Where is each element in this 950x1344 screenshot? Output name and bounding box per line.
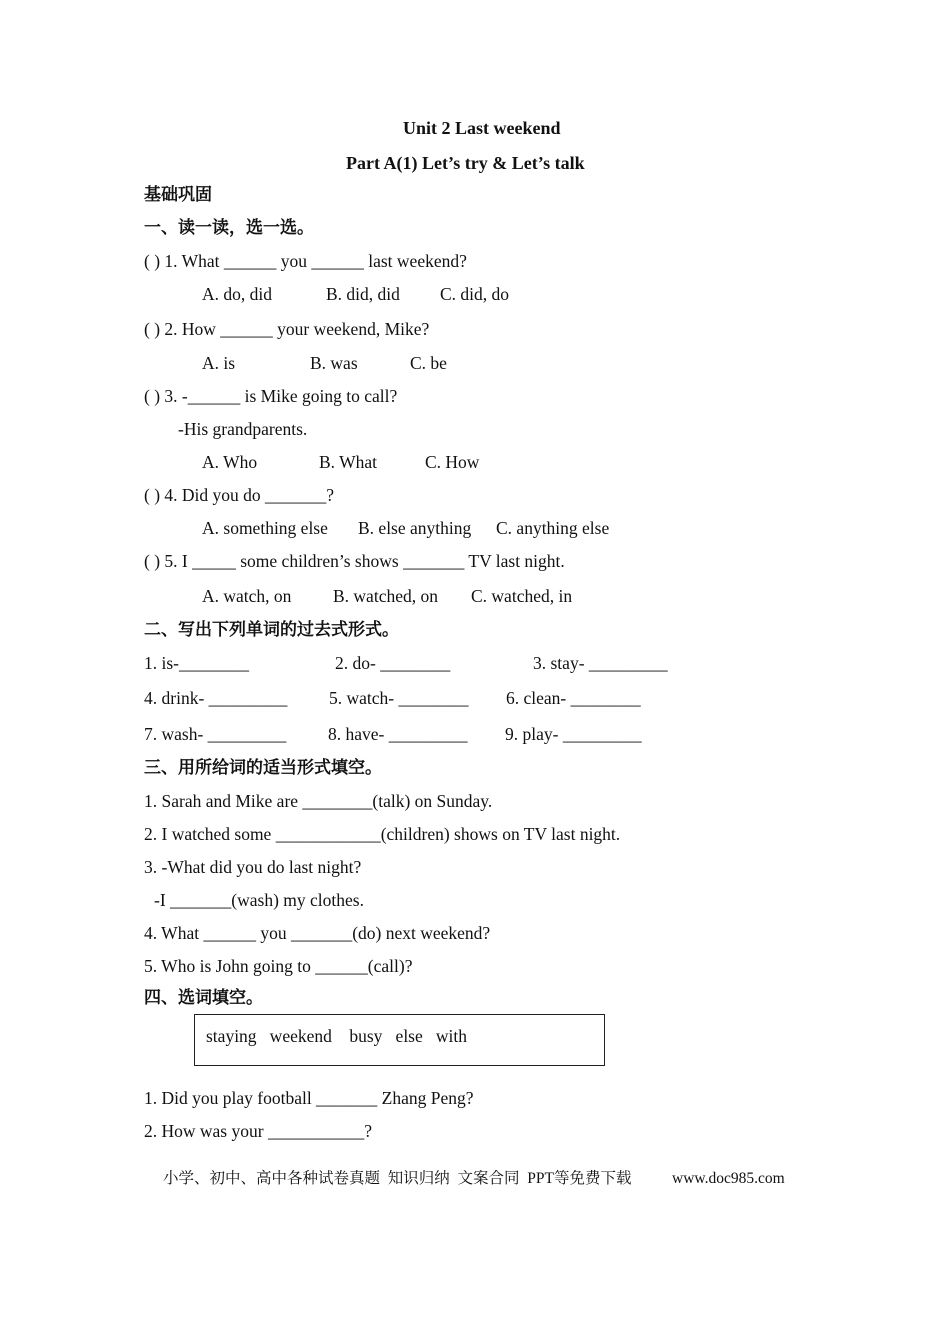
footer-url[interactable]: www.doc985.com xyxy=(672,1170,785,1187)
part-title: Part A(1) Let’s try & Let’s talk xyxy=(346,153,585,173)
question-3-option-c: C. How xyxy=(425,452,480,472)
question-4-option-b: B. else anything xyxy=(358,518,472,538)
past-tense-item-6: 6. clean- ________ xyxy=(506,688,641,708)
fill-line-3-reply: -I _______(wash) my clothes. xyxy=(154,890,364,910)
fill-line-4: 4. What ______ you _______(do) next weekend? xyxy=(144,923,491,943)
question-3-option-b: B. What xyxy=(319,452,378,472)
past-tense-item-7: 7. wash- _________ xyxy=(144,724,287,744)
question-1-option-b: B. did, did xyxy=(326,284,400,304)
question-5-option-b: B. watched, on xyxy=(333,586,438,606)
question-3-stem: ( ) 3. -______ is Mike going to call? xyxy=(144,386,398,406)
footer-text: 小学、初中、高中各种试卷真题 知识归纳 文案合同 PPT等免费下载 xyxy=(163,1170,632,1187)
section-4-heading: 四、选词填空。 xyxy=(144,988,263,1008)
question-4-stem: ( ) 4. Did you do _______? xyxy=(144,485,335,505)
section-2-heading: 二、写出下列单词的过去式形式。 xyxy=(144,620,399,640)
question-5-option-c: C. watched, in xyxy=(471,586,573,606)
section-1-heading: 一、读一读，选一选。 xyxy=(144,218,314,238)
past-tense-item-9: 9. play- _________ xyxy=(505,724,642,744)
question-5-option-a: A. watch, on xyxy=(202,586,292,606)
past-tense-item-4: 4. drink- _________ xyxy=(144,688,288,708)
past-tense-item-1: 1. is-________ xyxy=(144,653,249,673)
question-1-option-c: C. did, do xyxy=(440,284,510,304)
question-4-option-a: A. something else xyxy=(202,518,328,538)
question-3-reply: -His grandparents. xyxy=(178,419,308,439)
question-5-stem: ( ) 5. I _____ some children’s shows _______ TV last night. xyxy=(144,551,565,571)
word-bank: staying weekend busy else with xyxy=(206,1026,467,1046)
question-2-option-c: C. be xyxy=(410,353,447,373)
fill-line-2: 2. I watched some ____________(children) shows on TV last night. xyxy=(144,824,621,844)
question-2-option-a: A. is xyxy=(202,353,236,373)
fill-line-5: 5. Who is John going to ______(call)? xyxy=(144,956,413,976)
question-3-option-a: A. Who xyxy=(202,452,258,472)
question-1-stem: ( ) 1. What ______ you ______ last weekend? xyxy=(144,251,467,271)
section-3-heading: 三、用所给词的适当形式填空。 xyxy=(144,758,382,778)
word-fill-line-1: 1. Did you play football _______ Zhang Peng? xyxy=(144,1088,474,1108)
question-2-stem: ( ) 2. How ______ your weekend, Mike? xyxy=(144,319,430,339)
unit-title: Unit 2 Last weekend xyxy=(403,118,561,138)
fill-line-3: 3. -What did you do last night? xyxy=(144,857,362,877)
fill-line-1: 1. Sarah and Mike are ________(talk) on Sunday. xyxy=(144,791,493,811)
question-4-option-c: C. anything else xyxy=(496,518,610,538)
word-fill-line-2: 2. How was your ___________? xyxy=(144,1121,372,1141)
past-tense-item-8: 8. have- _________ xyxy=(328,724,468,744)
past-tense-item-2: 2. do- ________ xyxy=(335,653,451,673)
past-tense-item-3: 3. stay- _________ xyxy=(533,653,668,673)
question-1-option-a: A. do, did xyxy=(202,284,272,304)
section-basic-heading: 基础巩固 xyxy=(144,185,212,205)
past-tense-item-5: 5. watch- ________ xyxy=(329,688,469,708)
question-2-option-b: B. was xyxy=(310,353,358,373)
